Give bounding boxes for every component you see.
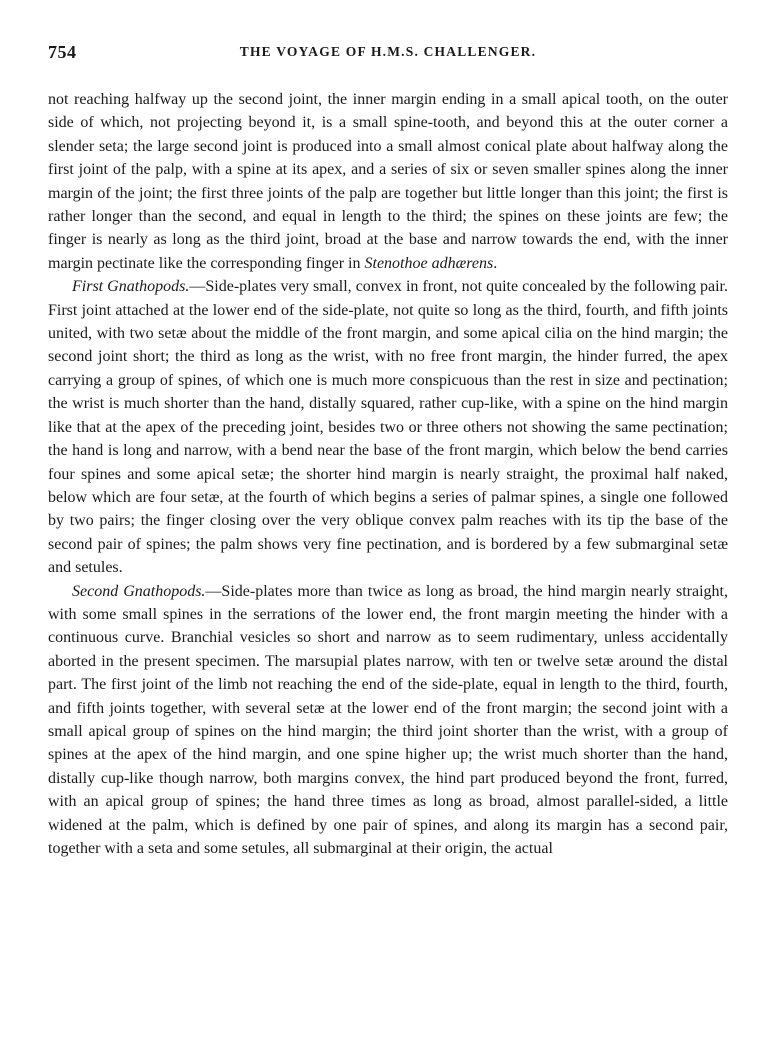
page-header	[48, 42, 728, 68]
paragraph-second-gnathopods	[48, 580, 728, 861]
species-name: Stenothoe adhærens	[364, 254, 494, 272]
paragraph-text: —Side-plates very small, convex in front, not quite concealed by the following pair. First joint attached at the lower end of the side-plate, not quite so long as the third, fourth, and fifth joints united, with two setæ about the middle of the front margin, and some apical cilia on the hind margin; the second joint short; the third as long as the wrist, with no free front margin, the hinder furred, the apex carrying a group of spines, of which one is much more conspicuous than the rest in size and pectination; the wrist is much shorter than the hand, distally squared, rather cup-like, with a spine on the hind margin like that at the apex of the preceding joint, besides two or three others not showing the same pectination; the hand is long and narrow, with a bend near the base of the front margin, which below the bend carries four spines and some apical setæ; the shorter hind margin is nearly straight, the proximal half naked, below which are four setæ, at the fourth of which begins a series of palmar spines, a single one followed by two pairs; the finger closing over the very oblique convex palm reaches with its tip the base of the second pair of spines; the palm shows very fine pectination, and is bordered by a few submarginal setæ and setules.	[48, 278, 728, 577]
section-heading: First Gnathopods.	[72, 278, 190, 296]
running-title: THE VOYAGE OF H.M.S. CHALLENGER.	[239, 44, 537, 59]
body-text	[48, 88, 728, 860]
page-number: 754	[48, 42, 77, 62]
paragraph-first-gnathopods	[48, 275, 728, 579]
paragraph-text: —Side-plates more than twice as long as broad, the hind margin nearly straight, with some small spines in the serrations of the lower end, the front margin meeting the hinder with a continuous curve. Branchial vesicles so short and narrow as to seem rudimentary, unless accidentally aborted in the present specimen. The marsupial plates narrow, with ten or twelve setæ around the distal part. The first joint of the limb not reaching the end of the side-plate, equal in length to the third, fourth, and fifth joints together, with several setæ at the lower end of the front margin; the second joint with a small apical group of spines on the hind margin; the third joint shorter than the wrist, with a group of spines at the apex of the hind margin, and one spine higher up; the wrist much shorter than the hand, distally cup-like though narrow, both margins convex, the hind part produced beyond the front, furred, with an apical group of spines; the hand three times as long as broad, almost parallel-sided, a little widened at the palm, which is defined by one pair of spines, and along its margin has a second pair, together with a seta and some setules, all submarginal at their origin, the actual	[48, 582, 728, 857]
section-heading: Second Gnathopods.	[72, 582, 206, 600]
paragraph-text: not reaching halfway up the second joint, the inner margin ending in a small apical tooth, on the outer side of which, not projecting beyond it, is a small spine-tooth, and beyond this at the outer corner a slender seta; the large second joint is produced into a small almost conical plate about halfway along the first joint of the palp, with a spine at its apex, and a series of six or seven smaller spines along the inner margin of the joint; the first three joints of the palp are together but little longer than this joint; the first is rather longer than the second, and equal in length to the third; the spines on these joints are few; the finger is nearly as long as the third joint, broad at the base and narrow towards the end, with the inner margin pectinate like the corresponding finger in	[48, 91, 728, 272]
paragraph-continuation	[48, 88, 728, 275]
paragraph-end: .	[493, 254, 498, 272]
page	[48, 42, 728, 860]
